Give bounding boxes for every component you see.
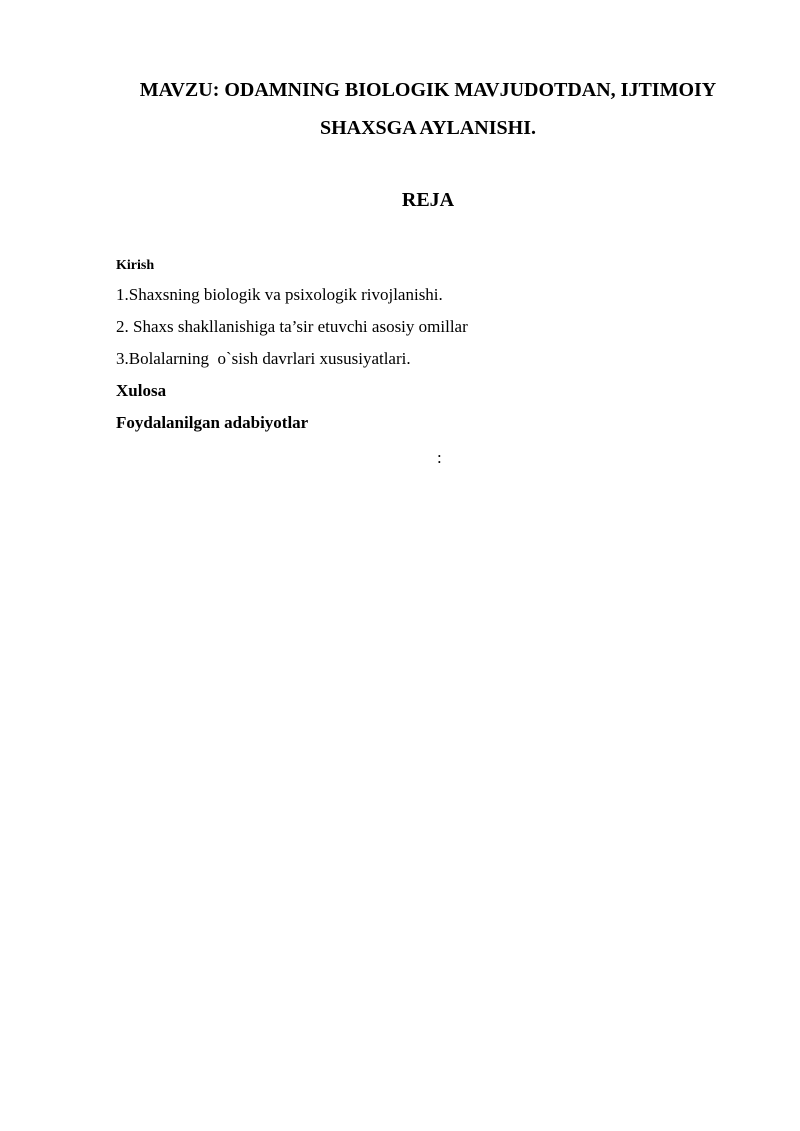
plan-item-2: 2. Shaxs shakllanishiga ta’sir etuvchi asosiy omillar (116, 317, 468, 336)
references-label: Foydalanilgan adabiyotlar (116, 413, 309, 432)
conclusion-label: Xulosa (116, 381, 167, 400)
trailing-colon: : (437, 448, 442, 467)
plan-item-1: 1.Shaxsning biologik va psixologik rivojlanishi. (116, 285, 443, 304)
plan-item-3: 3.Bolalarning o`sish davrlari xususiyatlari. (116, 349, 411, 368)
plan-heading: REJA (401, 189, 455, 211)
intro-label: Kirish (116, 258, 155, 273)
document-title-line-1: MAVZU: ODAMNING BIOLOGIK MAVJUDOTDAN, IJTIMOIY (139, 79, 717, 101)
document-title-line-2: SHAXSGA AYLANISHI. (319, 117, 536, 139)
